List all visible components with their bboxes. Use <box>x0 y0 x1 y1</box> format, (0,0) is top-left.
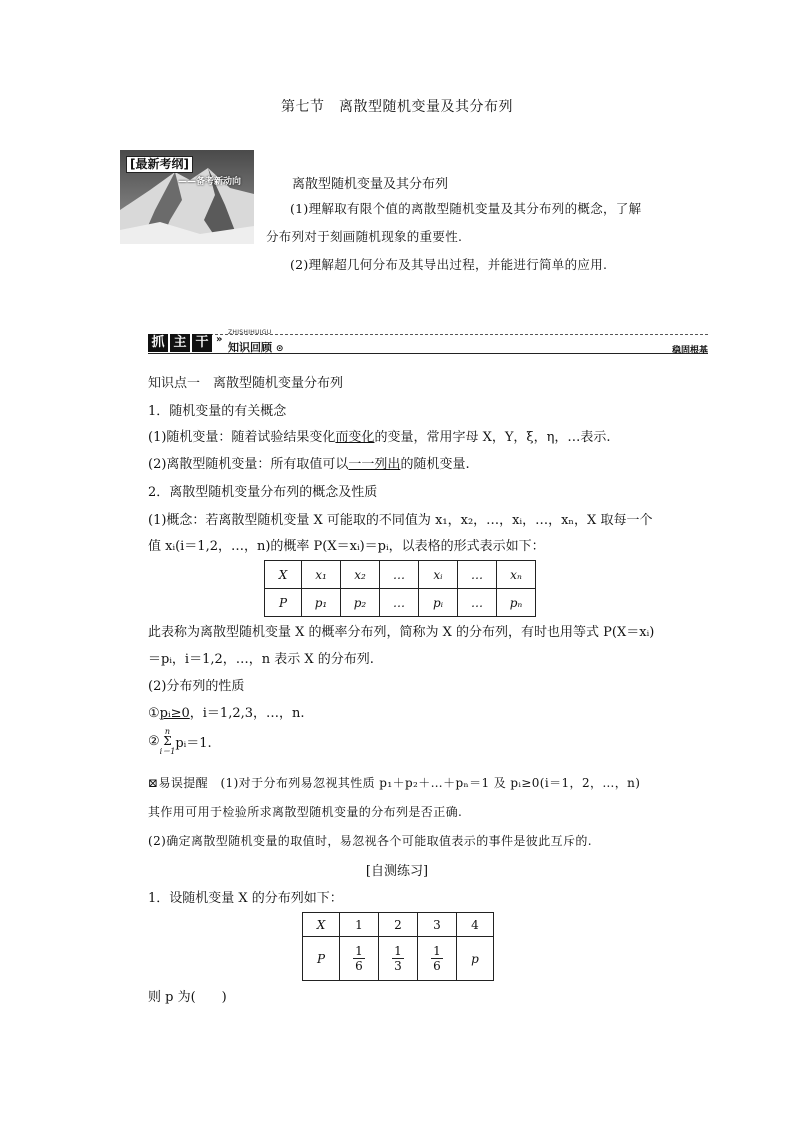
table-cell: x₂ <box>341 561 380 589</box>
table-cell: xᵢ <box>419 561 458 589</box>
badge-tag: [最新考纲] <box>126 156 193 173</box>
table-cell: pₙ <box>497 589 536 617</box>
fraction-denominator: 6 <box>433 959 441 973</box>
sum-top: n <box>164 727 171 736</box>
table-cell: pᵢ <box>419 589 458 617</box>
note-line-1 <box>148 774 640 791</box>
s2-line-4: ＝pᵢ，i＝1,2，…，n 表示 X 的分布列. <box>148 652 374 667</box>
prop1-b: ，i＝1,2,3，…，n. <box>189 706 305 721</box>
band-underline <box>148 353 708 354</box>
knowledge-point-heading: 知识点一 离散型随机变量分布列 <box>148 376 344 391</box>
s2-properties-heading: (2)分布列的性质 <box>148 679 245 694</box>
table-row <box>303 937 494 981</box>
band-pinyin: ZHISHIHUIGU <box>228 329 272 336</box>
band-right-label: 稳固根基 <box>671 346 708 356</box>
question-table <box>302 912 494 981</box>
s2-line-3: 此表称为离散型随机变量 X 的概率分布列，简称为 X 的分布列，有时也用等式 P(X＝xᵢ) <box>148 625 655 640</box>
table-cell: P <box>303 937 340 981</box>
s1-line-2 <box>148 453 470 472</box>
table-cell: P <box>265 589 302 617</box>
band-dashed-line <box>210 334 708 335</box>
fraction <box>392 944 404 973</box>
prop1-underline: pᵢ≥0 <box>159 706 190 721</box>
badge-subtitle: ——备考新动向 <box>178 177 242 187</box>
section-band <box>148 326 708 358</box>
band-tab: 抓 <box>148 334 168 352</box>
syllabus-badge <box>120 150 254 244</box>
syllabus-p1a: (1)理解取有限个值的离散型随机变量及其分布列的概念，了解 <box>290 201 642 216</box>
note-line-2: 其作用可用于检验所求离散型随机变量的分布列是否正确. <box>148 805 463 819</box>
table-cell: p₂ <box>341 589 380 617</box>
circle-arrow-icon: ⊙ <box>275 344 284 354</box>
fraction-numerator: 1 <box>355 944 363 958</box>
sum-bottom: i＝1 <box>159 747 176 756</box>
table-cell: 4 <box>457 913 494 937</box>
fraction-denominator: 6 <box>355 959 363 973</box>
table-cell: X <box>303 913 340 937</box>
question-1-ask: 则 p 为( ) <box>148 990 227 1005</box>
s1-l2-b: 的随机变量. <box>400 457 470 472</box>
s1-l2-underline: 一一列出 <box>348 457 401 472</box>
table-cell: … <box>458 561 497 589</box>
table-cell: X <box>265 561 302 589</box>
table-row <box>265 589 536 617</box>
s1-l1-b: 的变量，常用字母 X，Y，ξ，η，…表示. <box>374 430 611 445</box>
s2-line-2: 值 xᵢ(i＝1,2，…，n)的概率 P(X＝xᵢ)＝pᵢ，以表格的形式表示如下： <box>148 539 545 554</box>
section-2-heading: 2．离散型随机变量分布列的概念及性质 <box>148 485 378 500</box>
prop1-a: ① <box>148 706 160 721</box>
band-label-text: 知识回顾 <box>228 341 272 354</box>
band-tabs <box>148 334 214 352</box>
table-cell: … <box>458 589 497 617</box>
table-cell <box>340 937 379 981</box>
page-title: 第七节 离散型随机变量及其分布列 <box>281 99 513 115</box>
self-test-heading: [自测练习] <box>365 864 429 879</box>
fraction-denominator: 3 <box>394 959 402 973</box>
table-cell: p₁ <box>302 589 341 617</box>
distribution-table <box>264 560 536 617</box>
fraction <box>431 944 443 973</box>
table-cell: 2 <box>379 913 418 937</box>
table-cell: … <box>380 561 419 589</box>
syllabus-p2: (2)理解超几何分布及其导出过程，并能进行简单的应用. <box>290 257 608 272</box>
sigma-icon: Σ <box>163 734 172 748</box>
s1-line-1 <box>148 426 611 445</box>
band-tab: 干 <box>192 334 212 352</box>
sum-symbol <box>160 727 176 756</box>
note-line-3: (2)确定离散型随机变量的取值时，易忽视各个可能取值表示的事件是彼此互斥的. <box>148 834 593 848</box>
table-cell: 1 <box>340 913 379 937</box>
warning-icon: ⊠ <box>148 776 159 790</box>
syllabus-heading: 离散型随机变量及其分布列 <box>292 177 449 192</box>
s1-l2-a: (2)离散型随机变量：所有取值可以 <box>148 457 349 472</box>
table-cell <box>418 937 457 981</box>
table-row <box>303 913 494 937</box>
prop2-b: pᵢ＝1. <box>175 736 212 751</box>
double-chevron-icon: » <box>216 334 223 345</box>
syllabus-p1b: 分布列对于刻画随机现象的重要性. <box>266 229 463 244</box>
fraction-numerator: 1 <box>433 944 441 958</box>
section-1-heading: 1．随机变量的有关概念 <box>148 404 287 419</box>
note-l1-text: 易误提醒 (1)对于分布列易忽视其性质 p₁＋p₂＋…＋pₙ＝1 及 pᵢ≥0(i＝1，2，…，n) <box>158 776 641 790</box>
s2-line-1: (1)概念：若离散型随机变量 X 可能取的不同值为 x₁，x₂，…，xᵢ，…，xₙ，X 取每一个 <box>148 513 653 528</box>
table-cell <box>379 937 418 981</box>
band-tab: 主 <box>170 334 190 352</box>
table-row <box>265 561 536 589</box>
s1-l1-underline: 而变化 <box>335 430 375 445</box>
fraction <box>353 944 365 973</box>
fraction-numerator: 1 <box>394 944 402 958</box>
table-cell: xₙ <box>497 561 536 589</box>
table-cell: … <box>380 589 419 617</box>
table-cell: 3 <box>418 913 457 937</box>
s1-l1-a: (1)随机变量：随着试验结果变化 <box>148 430 336 445</box>
prop2-a: ② <box>148 734 160 749</box>
question-1: 1．设随机变量 X 的分布列如下： <box>148 891 343 906</box>
table-cell: p <box>457 937 494 981</box>
property-1 <box>148 702 305 721</box>
property-2 <box>148 727 212 757</box>
table-cell: x₁ <box>302 561 341 589</box>
